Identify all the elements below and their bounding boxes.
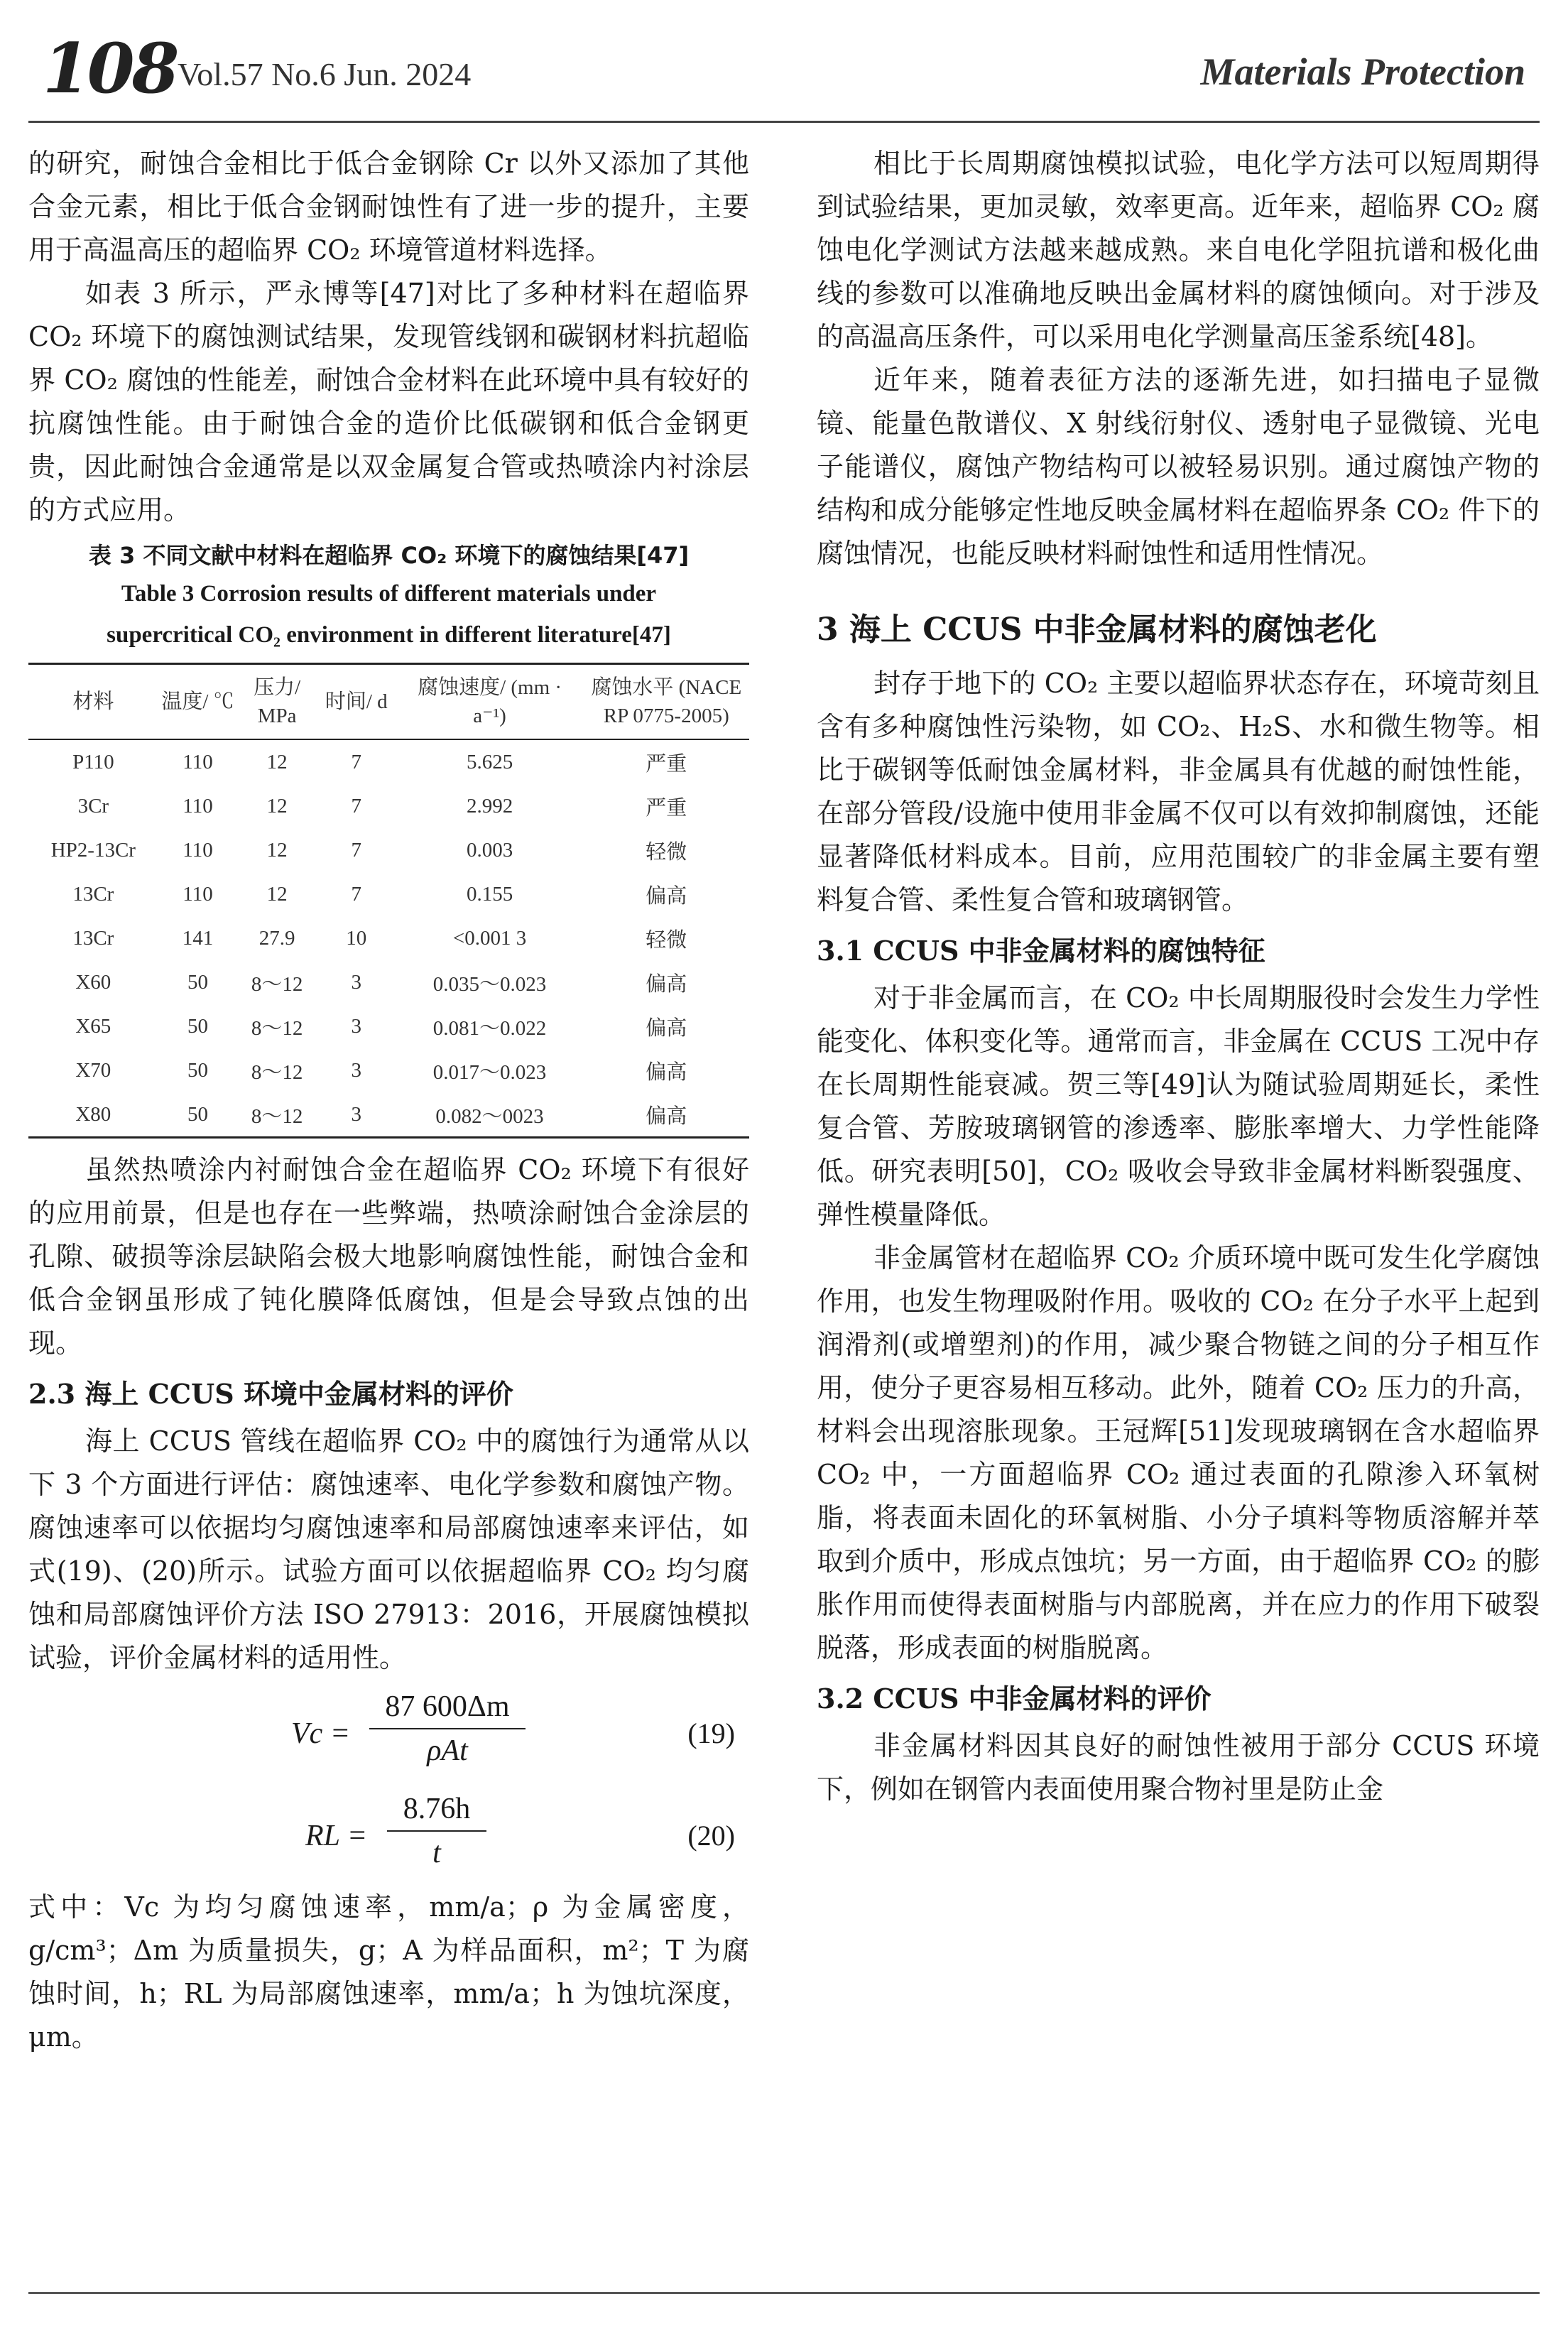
paragraph: 非金属管材在超临界 CO₂ 介质环境中既可发生化学腐蚀作用，也发生物理吸附作用。吸收的 CO₂ 在分子水平上起到润滑剂(或增塑剂)的作用，减少聚合物链之间的分子相互作用，使分子更容易相互移动。此外，随着 CO₂ 压力的升高，材料会出现溶胀现象。王冠辉[51]发现玻璃钢在含水超临界 CO₂ 中，一方面超临界 CO₂ 通过表面的孔隙渗入环氧树脂，将表面未固化的环氧树脂、小分子填料等物质溶解并萃取到介质中，形成点蚀坑；另一方面，由于超临界 CO₂ 的膨胀作用而使得表面树脂与内部脱离，并在应力的作用下破裂脱落，形成表面的树脂脱离。 <box>817 1242 1540 1663</box>
table-cell: 0.017～0.023 <box>432 1060 547 1084</box>
table-cell: 偏高 <box>646 972 687 996</box>
column-header: 材料 <box>72 690 114 713</box>
paragraph: 的研究，耐蚀合金相比于低合金钢除 Cr 以外又添加了其他合金元素，相比于低合金钢耐蚀性有了进一步的提升，主要用于高温高压的超临界 CO₂ 环境管道材料选择。 <box>28 148 749 266</box>
footer-rule <box>28 2292 1540 2294</box>
formula-denominator: ρAt <box>427 1734 468 1767</box>
table-cell: 110 <box>183 838 213 862</box>
table-cell: X80 <box>75 1102 111 1126</box>
paragraph: 海上 CCUS 管线在超临界 CO₂ 中的腐蚀行为通常从以下 3 个方面进行评估：腐蚀速率、电化学参数和腐蚀产物。腐蚀速率可以依据均匀腐蚀速率和局部腐蚀速率来评估，如式(19)、(20)所示。试验方面可以依据超临界 CO₂ 均匀腐蚀和局部腐蚀评价方法 ISO 27913：2016，开展腐蚀模拟试验，评价金属材料的适用性。 <box>28 1425 749 1673</box>
table-caption-en-line-2: supercritical CO₂ environment in different literature[47] <box>107 622 671 648</box>
paragraph: 虽然热喷涂内衬耐蚀合金在超临界 CO₂ 环境下有很好的应用前景，但是也存在一些弊端，热喷涂耐蚀合金涂层的孔隙、破损等涂层缺陷会极大地影响腐蚀性能，耐蚀合金和低合金钢虽形成了钝化膜降低腐蚀，但是会导致点蚀的出现。 <box>28 1154 749 1359</box>
table-cell: 严重 <box>646 752 687 776</box>
table-cell: 110 <box>183 750 213 773</box>
header-rule <box>28 121 1540 123</box>
table-cell: 8～12 <box>251 972 303 996</box>
table-row <box>28 739 749 784</box>
table-body <box>28 739 749 1138</box>
table-cell: 轻微 <box>646 928 687 952</box>
right-column <box>817 142 1540 1811</box>
journal-volume-info: Vol.57 No.6 Jun. 2024 <box>178 56 472 92</box>
table-cell: 0.003 <box>466 838 513 862</box>
section-heading-2-3: 2.3 海上 CCUS 环境中金属材料的评价 <box>28 1378 513 1410</box>
formula-numerator: 87 600Δm <box>369 1690 526 1729</box>
table-caption-en-line-1: Table 3 Corrosion results of different materials under <box>121 581 657 607</box>
formula-lhs: Vc = <box>291 1717 351 1750</box>
table-cell: X65 <box>75 1014 111 1038</box>
table-cell: 8～12 <box>251 1104 303 1128</box>
table-cell: 27.9 <box>258 926 295 950</box>
table-row <box>28 1004 749 1048</box>
table-cell: 7 <box>351 882 362 906</box>
formula-lhs: RL = <box>305 1820 368 1852</box>
corrosion-results-table <box>28 663 749 1139</box>
paragraph: 式中：Vc 为均匀腐蚀速率，mm/a；ρ 为金属密度，g/cm³；Δm 为质量损失，g；A 为样品面积，m²；T 为腐蚀时间，h；RL 为局部腐蚀速率，mm/a；h 为蚀坑深度，μm。 <box>28 1891 749 2053</box>
section-heading-3-2: 3.2 CCUS 中非金属材料的评价 <box>817 1683 1212 1715</box>
table-cell: X60 <box>75 970 111 994</box>
table-cell: 轻微 <box>646 840 687 864</box>
table-cell: 2.992 <box>466 794 513 817</box>
table-cell: 5.625 <box>466 750 513 773</box>
table-cell: 10 <box>346 926 367 950</box>
table-cell: 50 <box>187 1058 208 1082</box>
table-header-row <box>28 664 749 740</box>
table-cell: 8～12 <box>251 1060 303 1084</box>
paragraph: 如表 3 所示，严永博等[47]对比了多种材料在超临界 CO₂ 环境下的腐蚀测试结果，发现管线钢和碳钢材料抗超临界 CO₂ 腐蚀的性能差，耐蚀合金材料在此环境中具有较好的抗腐蚀性能。由于耐蚀合金的造价比低碳钢和低合金钢更贵，因此耐蚀合金通常是以双金属复合管或热喷涂内衬涂层的方式应用。 <box>28 278 749 526</box>
table-cell: 3 <box>351 1102 362 1126</box>
page-header <box>28 28 1540 114</box>
paragraph: 非金属材料因其良好的耐蚀性被用于部分 CCUS 环境下，例如在钢管内表面使用聚合物衬里是防止金 <box>817 1730 1540 1805</box>
table-cell: 严重 <box>646 796 687 820</box>
table-3 <box>28 538 749 1139</box>
formula-denominator: t <box>432 1837 441 1869</box>
table-row <box>28 916 749 960</box>
table-cell: P110 <box>72 750 114 773</box>
table-cell: 偏高 <box>646 1016 687 1040</box>
table-cell: 12 <box>266 882 288 906</box>
table-cell: 12 <box>266 794 288 817</box>
column-header: 压力/ MPa <box>254 676 301 727</box>
table-cell: 110 <box>183 882 213 906</box>
table-row <box>28 828 749 872</box>
table-cell: <0.001 3 <box>452 926 527 950</box>
table-cell: 0.081～0.022 <box>432 1016 547 1040</box>
table-cell: 13Cr <box>72 926 114 950</box>
column-header: 腐蚀速度/ (mm · a⁻¹) <box>418 676 562 727</box>
formula-19 <box>28 1680 749 1786</box>
table-cell: 7 <box>351 794 362 817</box>
table-cell: X70 <box>75 1058 111 1082</box>
table-cell: 3 <box>351 1058 362 1082</box>
table-caption-cn: 表 3 不同文献中材料在超临界 CO₂ 环境下的腐蚀结果[47] <box>88 542 690 569</box>
table-row <box>28 960 749 1004</box>
table-cell: 3Cr <box>77 794 109 817</box>
table-cell: 12 <box>266 750 288 773</box>
table-row <box>28 1048 749 1092</box>
table-cell: 8～12 <box>251 1016 303 1040</box>
table-cell: 110 <box>183 794 213 817</box>
table-cell: 13Cr <box>72 882 114 906</box>
table-row <box>28 872 749 916</box>
formula-numerator: 8.76h <box>387 1792 486 1832</box>
column-header: 温度/ ℃ <box>161 690 234 713</box>
table-row <box>28 784 749 828</box>
table-cell: 偏高 <box>646 1104 687 1128</box>
formula-fraction <box>387 1792 486 1870</box>
table-cell: 3 <box>351 1014 362 1038</box>
section-heading-3: 3 海上 CCUS 中非金属材料的腐蚀老化 <box>817 612 1377 648</box>
table-cell: 7 <box>351 838 362 862</box>
formula-20 <box>28 1786 749 1886</box>
table-cell: 7 <box>351 750 362 773</box>
equation-number: (20) <box>687 1820 735 1852</box>
table-cell: HP2-13Cr <box>50 838 136 862</box>
paragraph: 对于非金属而言，在 CO₂ 中长周期服役时会发生力学性能变化、体积变化等。通常而言，非金属在 CCUS 工况中存在长周期性能衰减。贺三等[49]认为随试验周期延长，柔性复合管、芳胺玻璃钢管的渗透率、膨胀率增大、力学性能降低。研究表明[50]，CO₂ 吸收会导致非金属材料断裂强度、弹性模量降低。 <box>817 982 1540 1230</box>
page-number: 108 <box>43 28 177 109</box>
table-cell: 0.155 <box>466 882 513 906</box>
table-cell: 50 <box>187 970 208 994</box>
section-heading-3-1: 3.1 CCUS 中非金属材料的腐蚀特征 <box>817 935 1265 967</box>
table-cell: 偏高 <box>646 884 687 908</box>
left-column <box>28 142 749 2059</box>
paragraph: 相比于长周期腐蚀模拟试验，电化学方法可以短周期得到试验结果，更加灵敏，效率更高。近年来，超临界 CO₂ 腐蚀电化学测试方法越来越成熟。来自电化学阻抗谱和极化曲线的参数可以准确地反映出金属材料的腐蚀倾向。对于涉及的高温高压条件，可以采用电化学测量高压釜系统[48]。 <box>817 148 1540 352</box>
table-cell: 3 <box>351 970 362 994</box>
column-header: 腐蚀水平 (NACE RP 0775-2005) <box>591 676 742 727</box>
table-cell: 0.035～0.023 <box>432 972 547 996</box>
table-cell: 0.082～0023 <box>435 1104 544 1128</box>
table-cell: 12 <box>266 838 288 862</box>
paragraph: 近年来，随着表征方法的逐渐先进，如扫描电子显微镜、能量色散谱仪、X 射线衍射仪、透射电子显微镜、光电子能谱仪，腐蚀产物结构可以被轻易识别。通过腐蚀产物的结构和成分能够定性地反映金属材料在超临界条 CO₂ 件下的腐蚀情况，也能反映材料耐蚀性和适用性情况。 <box>817 364 1540 569</box>
table-cell: 偏高 <box>646 1060 687 1084</box>
journal-name: Materials Protection <box>1200 50 1525 93</box>
equation-number: (19) <box>687 1717 735 1749</box>
formula-fraction <box>369 1690 526 1768</box>
column-header: 时间/ d <box>325 690 388 713</box>
table-cell: 141 <box>182 926 214 950</box>
table-cell: 50 <box>187 1014 208 1038</box>
table-row <box>28 1092 749 1138</box>
paragraph: 封存于地下的 CO₂ 主要以超临界状态存在，环境苛刻且含有多种腐蚀性污染物，如 CO₂、H₂S、水和微生物等。相比于碳钢等低耐蚀金属材料，非金属具有优越的耐蚀性能，在部分管段/设施中使用非金属不仅可以有效抑制腐蚀，还能显著降低材料成本。目前，应用范围较广的非金属主要有塑料复合管、柔性复合管和玻璃钢管。 <box>817 668 1540 915</box>
table-cell: 50 <box>187 1102 208 1126</box>
